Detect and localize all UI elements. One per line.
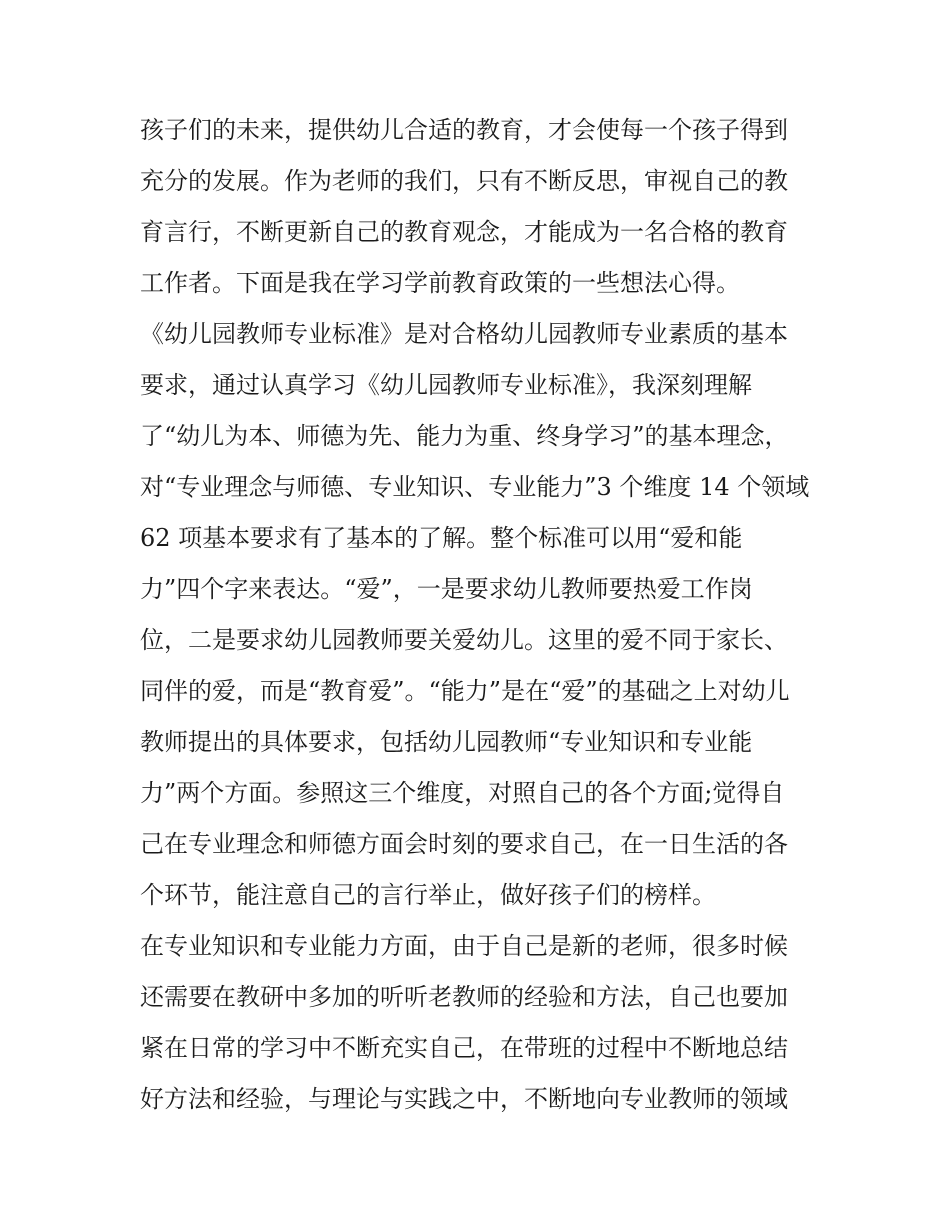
body-text [140,108,820,1128]
text-line: 同伴的爱，而是“教育爱”。“能力”是在“爱”的基础之上对幼儿 [140,677,790,705]
text-line: 《幼儿园教师专业标准》是对合格幼儿园教师专业素质的基本 [140,320,788,348]
text-line: 教师提出的具体要求，包括幼儿园教师“专业知识和专业能 [140,728,753,756]
text-line: 工作者。下面是我在学习学前教育政策的一些想法心得。 [140,269,740,297]
text-line: 还需要在教研中多加的听听老教师的经验和方法，自己也要加 [140,983,788,1011]
text-line: 要求，通过认真学习《幼儿园教师专业标准》，我深刻理解 [140,371,752,399]
text-line: 力”四个字来表达。“爱”，一是要求幼儿教师要热爱工作岗 [140,575,753,603]
text-line: 己在专业理念和师德方面会时刻的要求自己，在一日生活的各 [140,830,788,858]
text-line: 孩子们的未来，提供幼儿合适的教育，才会使每一个孩子得到 [140,116,788,144]
text-line: 位，二是要求幼儿园教师要关爱幼儿。这里的爱不同于家长、 [140,626,788,654]
text-line: 充分的发展。作为老师的我们，只有不断反思，审视自己的教 [140,167,788,195]
text-line: 个环节，能注意自己的言行举止，做好孩子们的榜样。 [140,881,716,909]
text-line: 对“专业理念与师德、专业知识、专业能力”3 个维度 14 个领域 [140,473,810,501]
text-line: 好方法和经验，与理论与实践之中，不断地向专业教师的领域 [140,1085,788,1113]
text-line: 在专业知识和专业能力方面，由于自己是新的老师，很多时候 [140,932,788,960]
text-line: 紧在日常的学习中不断充实自己，在带班的过程中不断地总结 [140,1034,788,1062]
text-line: 力”两个方面。参照这三个维度，对照自己的各个方面;觉得自 [140,779,785,807]
text-line: 62 项基本要求有了基本的了解。整个标准可以用“爱和能 [140,524,743,552]
text-line: 育言行，不断更新自己的教育观念，才能成为一名合格的教育 [140,218,788,246]
text-line: 了“幼儿为本、师德为先、能力为重、终身学习”的基本理念， [140,422,789,450]
